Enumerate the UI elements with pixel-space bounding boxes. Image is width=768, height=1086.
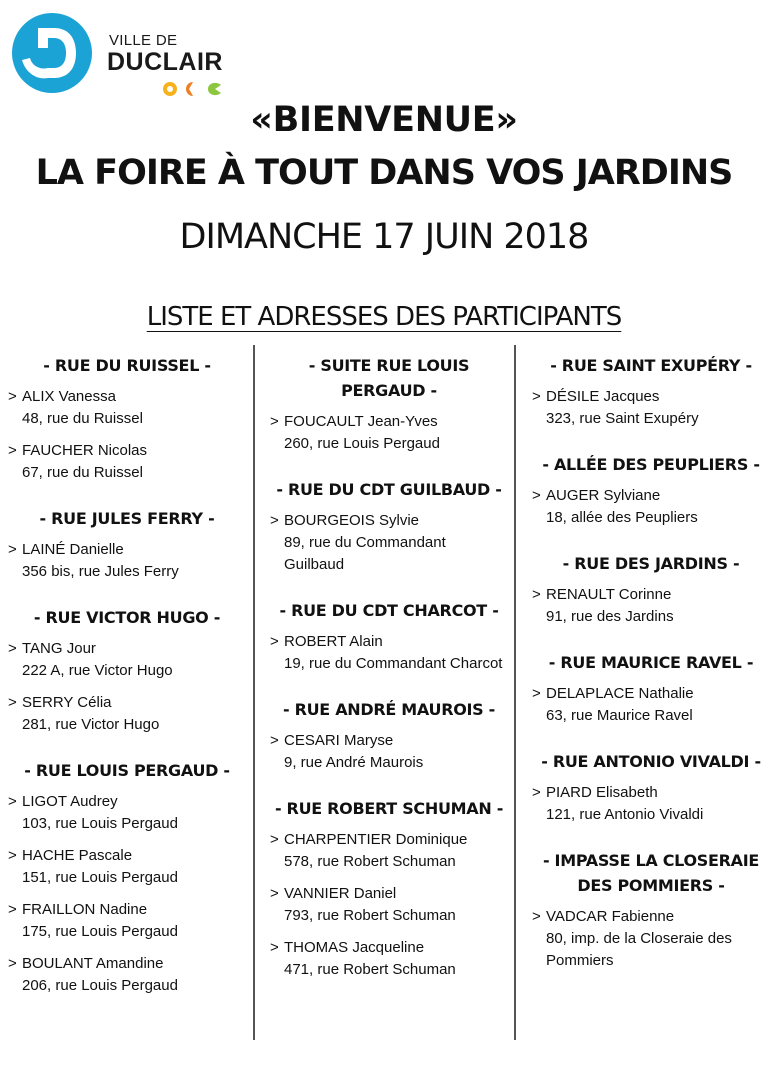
participant-address: 103, rue Louis Pergaud: [22, 815, 178, 832]
participant-entry: [8, 440, 246, 484]
participant-name: > DÉSILE Jacques: [546, 388, 660, 405]
participant-address: 222 A, rue Victor Hugo: [22, 662, 173, 679]
participant-name: > THOMAS Jacqueline: [284, 939, 425, 956]
participant-address: 89, rue du Commandant Guilbaud: [284, 534, 446, 573]
street-heading: - RUE DU CDT GUILBAUD -: [276, 480, 502, 499]
street-group: [532, 848, 768, 972]
participant-name: > AUGER Sylviane: [546, 487, 661, 504]
participants-column-2: [270, 353, 508, 1003]
participant-name: > CHARPENTIER Dominique: [284, 831, 468, 848]
street-heading: - ALLÉE DES PEUPLIERS -: [542, 455, 760, 474]
participant-address: 48, rue du Ruissel: [22, 410, 143, 427]
participant-entry: [8, 638, 246, 682]
participant-entry: [8, 953, 246, 997]
participant-entry: [8, 539, 246, 583]
participant-name: > TANG Jour: [22, 640, 96, 657]
participant-entry: [8, 386, 246, 430]
participant-name: > VANNIER Daniel: [284, 885, 397, 902]
participant-entry: [270, 883, 508, 927]
participant-name: > HACHE Pascale: [22, 847, 133, 864]
participants-column-3: [532, 353, 768, 994]
participant-name: > RENAULT Corinne: [546, 586, 672, 603]
participant-address: 281, rue Victor Hugo: [22, 716, 160, 733]
street-group: [532, 749, 768, 826]
street-group: [532, 353, 768, 430]
duclair-logo: [8, 8, 238, 100]
participant-entry: [532, 485, 768, 529]
participant-entry: [270, 937, 508, 981]
street-group: [8, 605, 246, 736]
street-heading: - RUE ANDRÉ MAUROIS -: [282, 700, 495, 719]
column-divider: [514, 345, 516, 1040]
street-heading: - IMPASSE LA CLOSERAIE DES POMMIERS -: [542, 851, 760, 895]
street-group: [8, 353, 246, 484]
participant-entry: [532, 386, 768, 430]
participant-address: 121, rue Antonio Vivaldi: [546, 806, 704, 823]
street-heading: - RUE DU RUISSEL -: [43, 356, 211, 375]
street-group: [270, 796, 508, 981]
participant-entry: [270, 510, 508, 576]
column-divider: [253, 345, 255, 1040]
participant-entry: [270, 631, 508, 675]
participant-entry: [270, 411, 508, 455]
participant-name: > LIGOT Audrey: [22, 793, 118, 810]
participant-name: > CESARI Maryse: [284, 732, 394, 749]
participant-entry: [8, 791, 246, 835]
participant-entry: [270, 829, 508, 873]
participant-address: 578, rue Robert Schuman: [284, 853, 456, 870]
participant-address: 206, rue Louis Pergaud: [22, 977, 178, 994]
participant-entry: [270, 730, 508, 774]
participant-name: > DELAPLACE Nathalie: [546, 685, 694, 702]
street-group: [270, 353, 508, 455]
street-group: [270, 697, 508, 774]
participant-name: > PIARD Elisabeth: [546, 784, 658, 801]
participant-address: 260, rue Louis Pergaud: [284, 435, 440, 452]
participant-address: 18, allée des Peupliers: [546, 509, 698, 526]
street-heading: - RUE JULES FERRY -: [39, 509, 215, 528]
duclair-emblem-icon: [8, 8, 100, 100]
participant-entry: [532, 584, 768, 628]
street-group: [8, 758, 246, 997]
participant-address: 175, rue Louis Pergaud: [22, 923, 178, 940]
participant-address: 9, rue André Maurois: [284, 754, 424, 771]
street-heading: - RUE SAINT EXUPÉRY -: [550, 356, 752, 375]
street-heading: - RUE DU CDT CHARCOT -: [279, 601, 499, 620]
participant-name: > BOURGEOIS Sylvie: [284, 512, 420, 529]
street-heading: - RUE DES JARDINS -: [562, 554, 740, 573]
street-heading: - RUE VICTOR HUGO -: [33, 608, 221, 627]
logo-line-duclair: DUCLAIR: [107, 48, 223, 76]
participant-name: > FAUCHER Nicolas: [22, 442, 148, 459]
participant-entry: [8, 899, 246, 943]
participant-address: 471, rue Robert Schuman: [284, 961, 456, 978]
street-heading: - SUITE RUE LOUIS PERGAUD -: [308, 356, 470, 400]
participant-address: 793, rue Robert Schuman: [284, 907, 456, 924]
participant-address: 356 bis, rue Jules Ferry: [22, 563, 179, 580]
welcome-title: «BIENVENUE»: [250, 100, 518, 140]
street-group: [532, 452, 768, 529]
participant-address: 151, rue Louis Pergaud: [22, 869, 178, 886]
participant-address: 67, rue du Ruissel: [22, 464, 143, 481]
participant-name: > ALIX Vanessa: [22, 388, 116, 405]
participant-address: 80, imp. de la Closeraie des Pommiers: [546, 930, 732, 969]
participant-entry: [8, 845, 246, 889]
participant-address: 91, rue des Jardins: [546, 608, 674, 625]
participant-entry: [8, 692, 246, 736]
logo-line-ville: VILLE DE: [109, 32, 178, 49]
participant-name: > VADCAR Fabienne: [546, 908, 675, 925]
participant-name: > FRAILLON Nadine: [22, 901, 148, 918]
street-group: [532, 551, 768, 628]
participant-name: > FOUCAULT Jean-Yves: [284, 413, 438, 430]
street-heading: - RUE ANTONIO VIVALDI -: [541, 752, 761, 771]
event-title: LA FOIRE À TOUT DANS VOS JARDINS: [35, 153, 733, 193]
street-group: [270, 477, 508, 576]
participant-address: 63, rue Maurice Ravel: [546, 707, 693, 724]
participant-name: > ROBERT Alain: [284, 633, 383, 650]
event-date: DIMANCHE 17 JUIN 2018: [179, 217, 589, 257]
participant-name: > LAINÉ Danielle: [22, 541, 124, 558]
participant-entry: [532, 683, 768, 727]
participants-column-1: [8, 353, 246, 1019]
participant-name: > BOULANT Amandine: [22, 955, 164, 972]
participants-list-title: LISTE ET ADRESSES DES PARTICIPANTS: [146, 302, 622, 332]
participant-name: > SERRY Célia: [22, 694, 112, 711]
color-dots-icon: [161, 78, 225, 98]
participants-columns: [0, 345, 768, 1045]
street-group: [8, 506, 246, 583]
street-heading: - RUE LOUIS PERGAUD -: [24, 761, 230, 780]
participant-address: 19, rue du Commandant Charcot: [284, 655, 503, 672]
participant-entry: [532, 782, 768, 826]
participant-entry: [532, 906, 768, 972]
street-group: [532, 650, 768, 727]
street-heading: - RUE ROBERT SCHUMAN -: [274, 799, 504, 818]
street-heading: - RUE MAURICE RAVEL -: [548, 653, 754, 672]
participant-address: 323, rue Saint Exupéry: [546, 410, 699, 427]
street-group: [270, 598, 508, 675]
